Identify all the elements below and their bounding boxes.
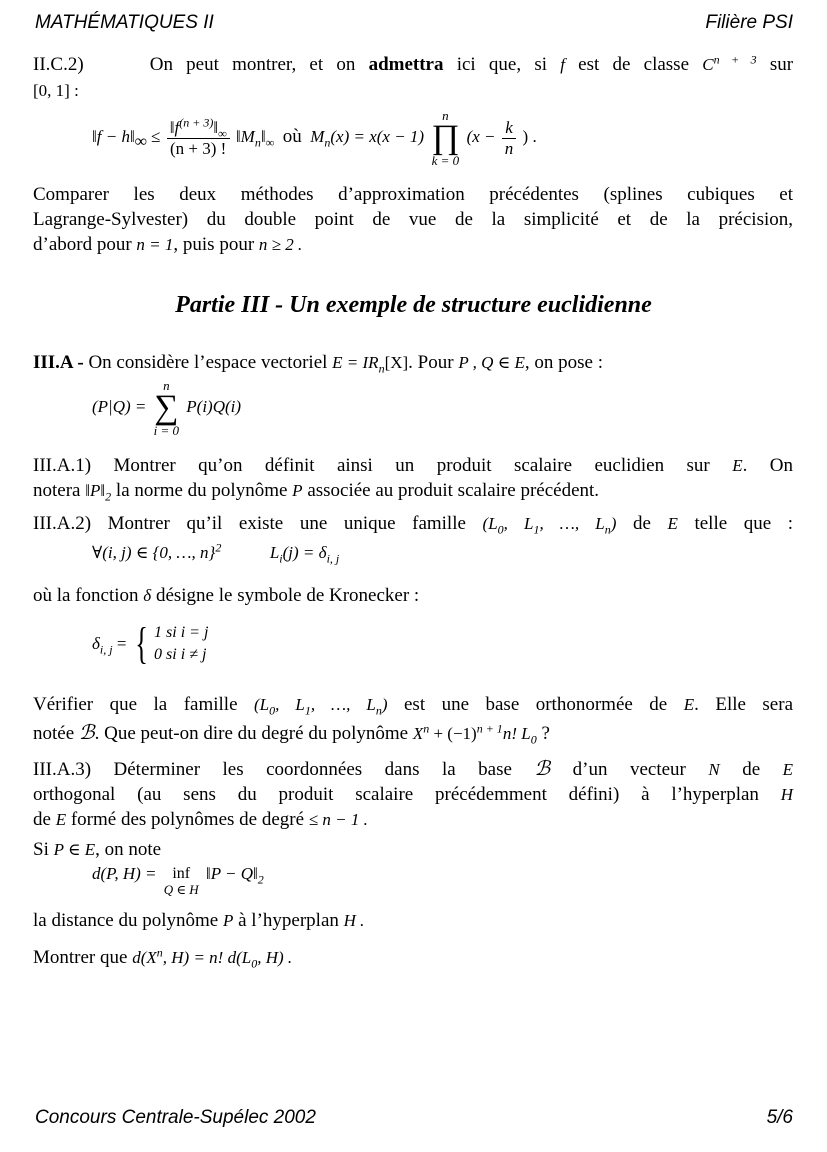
verif-line-2: notée ℬ. Que peut-on dire du degré du polynôme $X^n + (-1)^{n + 1}n$! $L_0$ ?: [33, 721, 550, 747]
kronecker-cases: 1 si i = j 0 si i ≠ j: [154, 624, 209, 663]
header-subject: MATHÉMATIQUES II: [35, 12, 214, 33]
verif-line-1: Vérifier que la famille ($L_0$, $L_1$, …, $L_n$) est une base orthonormée de E. Elle sera: [33, 694, 793, 718]
kronecker-condition: ∀(i, j) ∈ {0, …, n}$^2$ $L_i(j) = \delta_{i, j}$: [92, 540, 340, 566]
iiia2-line: III.A.2) Montrer qu’il existe une unique famille ($L_0$, $L_1$, …, $L_n$) de E telle que :: [33, 513, 794, 537]
kronecker-definition: $\delta_{i, j}$ = { 1 si i = j 0 si i ≠ j: [92, 619, 209, 668]
k-over-n-fraction: $\frac{k}{n}$: [502, 118, 517, 159]
error-bound-formula: ‖f − $h‖_\infty$ ≤ $\frac{‖f^{(n + 3)}‖_\infty}{(n + 3) !}$ $‖M_n‖_\infty$ où $M_n(x) = x(x - 1)$ n ∏ k = 0 (x − $\frac{k}{n}$ ) .: [92, 108, 537, 168]
footer-contest: Concours Centrale-Supélec 2002: [35, 1107, 316, 1128]
scalar-product-formula: (P|Q) = n ∑ i = 0 P(i)Q(i): [92, 378, 242, 438]
si-line: Si P ∈ E, on note: [33, 839, 162, 860]
compare-paragraph: Comparer les deux méthodes d’approximation précédentes (splines cubiques et Lagrange-Sylvester) du double point de vue de la simplicité et de la précision, d’abord pour n = 1, puis pour n ≥ 2 .: [33, 184, 793, 255]
iic2-line-1: II.C.2) On peut montrer, et on admettra ici que, si f est de classe $C^{n + 3}$ sur: [33, 52, 794, 75]
admettra-bold: admettra: [368, 54, 444, 75]
kronecker-text: où la fonction δ désigne le symbole de Kronecker :: [33, 585, 420, 606]
distance-definition: d(P, H) = inf Q ∈ H ‖P − $Q‖_2$: [92, 864, 264, 897]
iiia1-line-1: III.A.1) Montrer qu’on définit ainsi un produit scalaire euclidien sur E. On: [33, 455, 793, 476]
product-operator: n ∏ k = 0: [431, 108, 460, 168]
iic2-line-2: [0, 1] :: [33, 81, 79, 100]
show-line: Montrer que $d(X^n$, H) = n! $d(L_0$, H) .: [33, 945, 293, 971]
sum-operator: n ∑ i = 0: [153, 378, 180, 438]
iiia3-line-3: de E formé des polynômes de degré ≤ n − 1 .: [33, 809, 368, 830]
iiia1-line-2: notera $‖P‖_2$ la norme du polynôme P associée au produit scalaire précédent.: [33, 480, 600, 504]
footer-page-number: 5/6: [766, 1107, 793, 1128]
error-fraction: $\frac{‖f^{(n + 3)}‖_\infty}{(n + 3) !}$: [167, 118, 230, 159]
iiia3-line-1: III.A.3) Déterminer les coordonnées dans la base ℬ d’un vecteur N de E: [33, 758, 794, 780]
iiia3-line-2: orthogonal (au sens du produit scalaire précédemment défini) à l’hyperplan H: [33, 784, 794, 805]
distance-text: la distance du polynôme P à l’hyperplan H .: [33, 910, 365, 931]
basis-b-symbol: ℬ: [78, 722, 95, 744]
header-track: Filière PSI: [705, 12, 793, 33]
iiia-intro: III.A - On considère l’espace vectoriel $E = IR_n[X]$. Pour P , Q ∈ E, on pose :: [33, 352, 604, 376]
inf-operator: inf Q ∈ H: [163, 865, 199, 897]
section-title: Partie III - Un exemple de structure euclidienne: [175, 292, 652, 318]
